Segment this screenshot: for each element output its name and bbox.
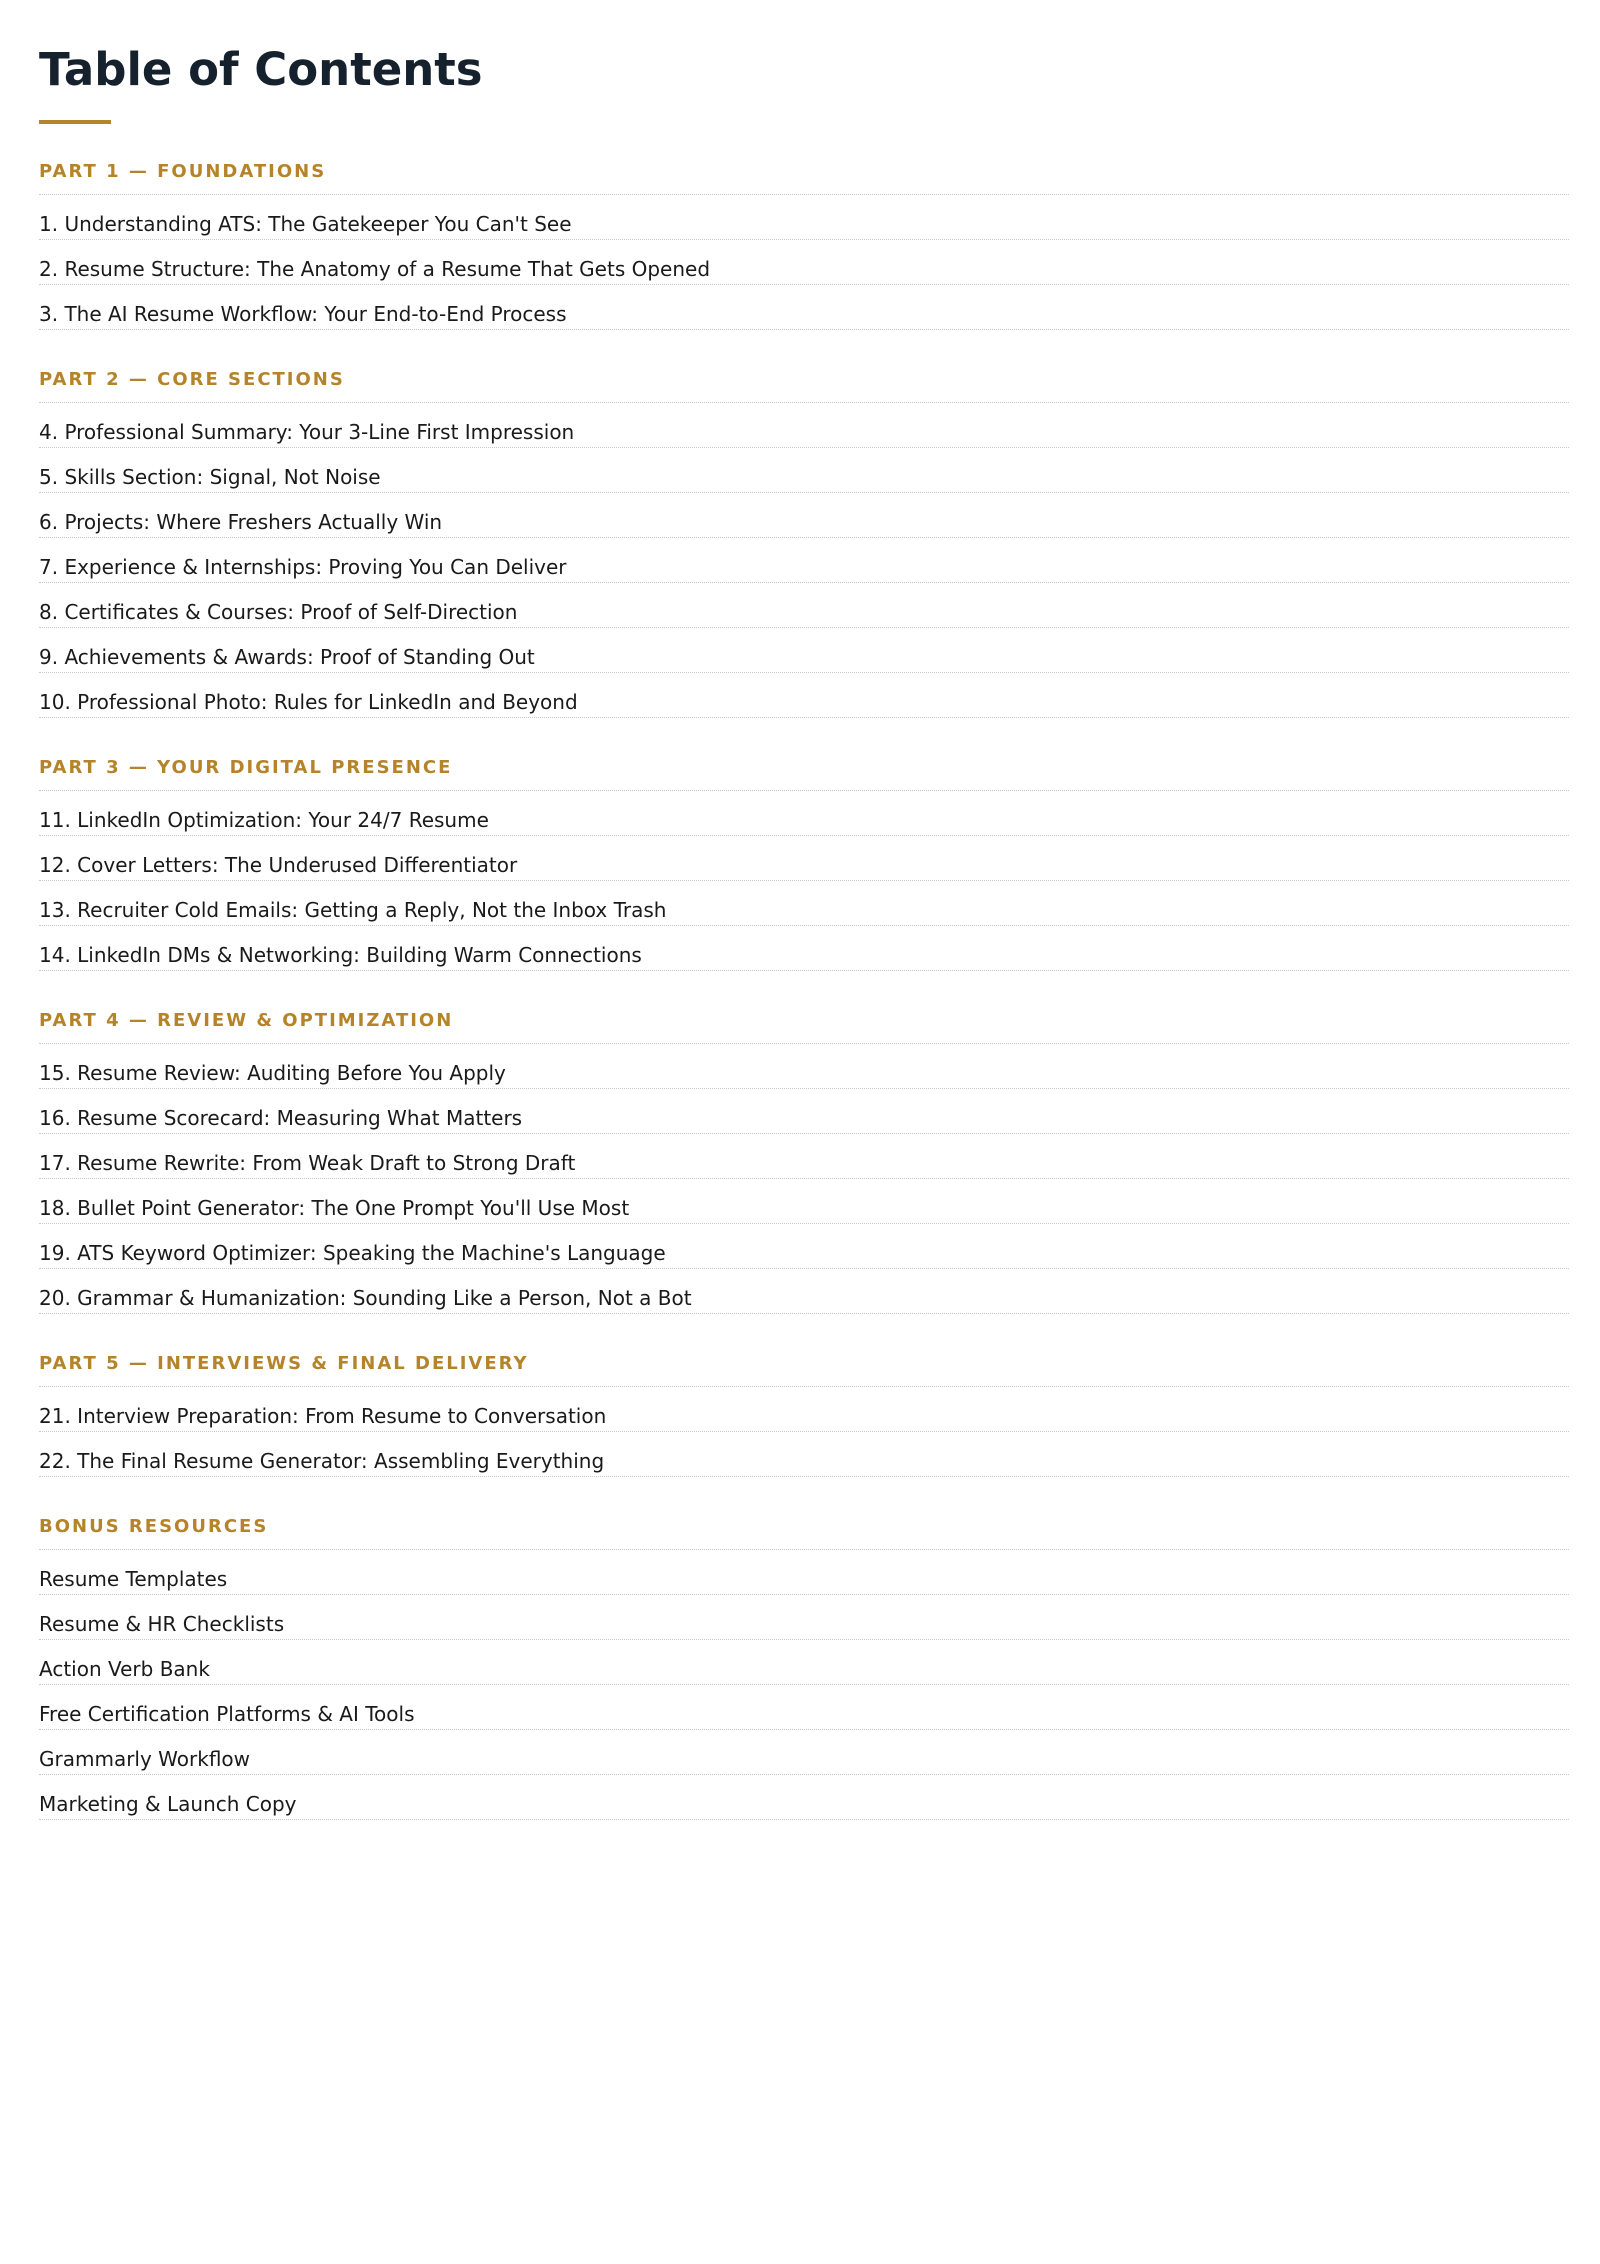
toc-entry[interactable]: Grammarly Workflow: [39, 1730, 1569, 1775]
section-heading: PART 2 — CORE SECTIONS: [39, 368, 1569, 403]
toc-entry[interactable]: 7. Experience & Internships: Proving You Can Deliver: [39, 538, 1569, 583]
toc-entry[interactable]: 3. The AI Resume Workflow: Your End-to-End Process: [39, 285, 1569, 330]
toc-entry[interactable]: 20. Grammar & Humanization: Sounding Like a Person, Not a Bot: [39, 1269, 1569, 1314]
toc-entry[interactable]: 2. Resume Structure: The Anatomy of a Resume That Gets Opened: [39, 240, 1569, 285]
toc-section: [39, 756, 1569, 971]
toc-entry[interactable]: 21. Interview Preparation: From Resume to Conversation: [39, 1387, 1569, 1432]
title-underline: [39, 120, 111, 124]
toc-entry[interactable]: 5. Skills Section: Signal, Not Noise: [39, 448, 1569, 493]
toc-entry[interactable]: 17. Resume Rewrite: From Weak Draft to Strong Draft: [39, 1134, 1569, 1179]
toc-section: [39, 1009, 1569, 1314]
page-title: Table of Contents: [39, 43, 483, 96]
toc-entry[interactable]: Resume & HR Checklists: [39, 1595, 1569, 1640]
toc-page: [39, 40, 1569, 1820]
toc-entry[interactable]: Action Verb Bank: [39, 1640, 1569, 1685]
toc-section: [39, 160, 1569, 330]
toc-list: [39, 1044, 1569, 1314]
toc-entry[interactable]: 16. Resume Scorecard: Measuring What Matters: [39, 1089, 1569, 1134]
toc-entry[interactable]: 19. ATS Keyword Optimizer: Speaking the Machine's Language: [39, 1224, 1569, 1269]
toc-entry[interactable]: Marketing & Launch Copy: [39, 1775, 1569, 1820]
toc-entry[interactable]: 6. Projects: Where Freshers Actually Win: [39, 493, 1569, 538]
toc-entry[interactable]: 9. Achievements & Awards: Proof of Standing Out: [39, 628, 1569, 673]
toc-section: [39, 1515, 1569, 1820]
section-heading: PART 4 — REVIEW & OPTIMIZATION: [39, 1009, 1569, 1044]
toc-entry[interactable]: 22. The Final Resume Generator: Assembling Everything: [39, 1432, 1569, 1477]
toc-list: [39, 403, 1569, 718]
toc-entry[interactable]: 4. Professional Summary: Your 3-Line First Impression: [39, 403, 1569, 448]
toc-section: [39, 1352, 1569, 1477]
toc-entry[interactable]: 8. Certificates & Courses: Proof of Self-Direction: [39, 583, 1569, 628]
toc-list: [39, 791, 1569, 971]
toc-list: [39, 195, 1569, 330]
toc-list: [39, 1387, 1569, 1477]
toc-entry[interactable]: Free Certification Platforms & AI Tools: [39, 1685, 1569, 1730]
toc-sections: [39, 160, 1569, 1820]
toc-entry[interactable]: Resume Templates: [39, 1550, 1569, 1595]
toc-entry[interactable]: 14. LinkedIn DMs & Networking: Building Warm Connections: [39, 926, 1569, 971]
toc-entry[interactable]: 15. Resume Review: Auditing Before You Apply: [39, 1044, 1569, 1089]
toc-entry[interactable]: 11. LinkedIn Optimization: Your 24/7 Resume: [39, 791, 1569, 836]
toc-entry[interactable]: 13. Recruiter Cold Emails: Getting a Reply, Not the Inbox Trash: [39, 881, 1569, 926]
section-heading: PART 5 — INTERVIEWS & FINAL DELIVERY: [39, 1352, 1569, 1387]
toc-list: [39, 1550, 1569, 1820]
toc-entry[interactable]: 18. Bullet Point Generator: The One Prompt You'll Use Most: [39, 1179, 1569, 1224]
section-heading: PART 3 — YOUR DIGITAL PRESENCE: [39, 756, 1569, 791]
toc-entry[interactable]: 12. Cover Letters: The Underused Differentiator: [39, 836, 1569, 881]
toc-section: [39, 368, 1569, 718]
section-heading: PART 1 — FOUNDATIONS: [39, 160, 1569, 195]
section-heading: BONUS RESOURCES: [39, 1515, 1569, 1550]
toc-entry[interactable]: 1. Understanding ATS: The Gatekeeper You Can't See: [39, 195, 1569, 240]
toc-entry[interactable]: 10. Professional Photo: Rules for LinkedIn and Beyond: [39, 673, 1569, 718]
